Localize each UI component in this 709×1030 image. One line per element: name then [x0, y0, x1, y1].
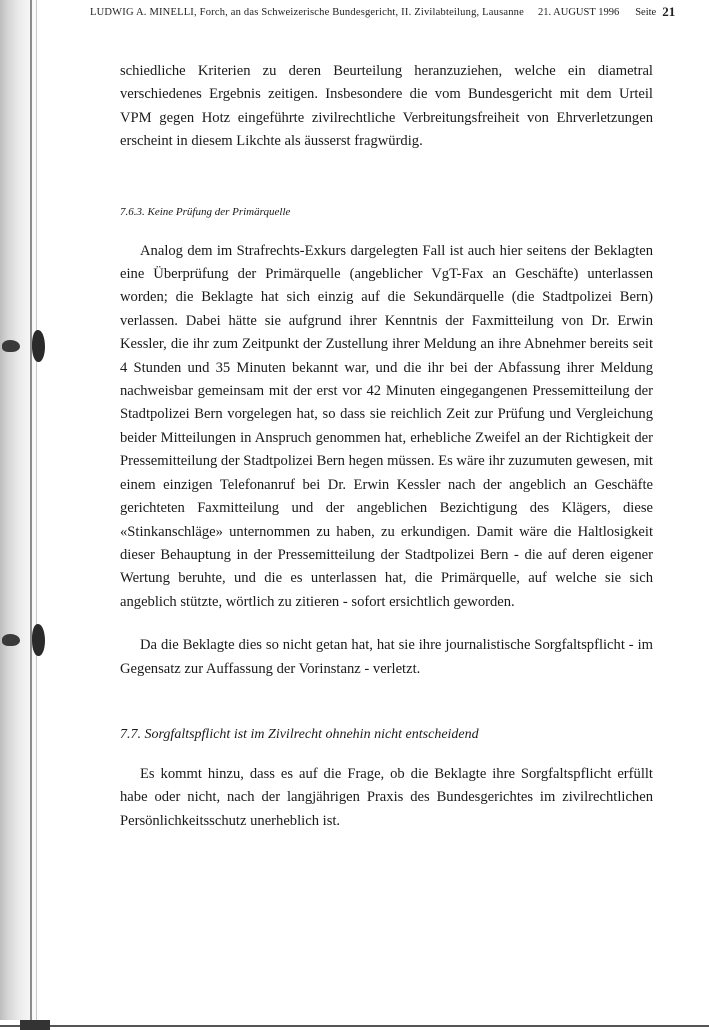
paragraph-civil-law: Es kommt hinzu, dass es auf die Frage, ob die Beklagte ihre Sorgfaltspflicht erfüllt habe oder nicht, nach der langjährigen Praxis des Bundesgerichtes im zivilrechtlichen Persönlichkeitsschutz unerheblich ist.: [120, 765, 653, 829]
header-page-label: Seite: [635, 6, 657, 18]
punch-hole-upper: [2, 330, 46, 364]
section-heading-7-7: 7.7. Sorgfaltspflicht ist im Zivilrecht ohnehin nicht entscheidend: [120, 726, 479, 742]
scan-bottom-edge: [0, 1020, 709, 1030]
header-page-number: 21: [662, 4, 676, 19]
page-header: [90, 0, 705, 24]
binding-edge-line-secondary: [36, 0, 37, 1030]
paragraph-primary-source: Analog dem im Strafrechts-Exkurs dargelegten Fall ist auch hier seitens der Beklagten eine Überprüfung der Primärquelle (angeblicher VgT-Fax an Geschäfte) unterlassen worden; die Beklagte hat sich einzig auf die Sekundärquelle (die Stadtpolizei Bern) verlassen. Dabei hätte sie aufgrund ihrer Kenntnis der Faxmitteilung von Dr. Erwin Kessler, die ihr zum Zeitpunkt der Zustellung ihrer Meldung an ihre Abnehmer bereits seit 4 Stunden und 35 Minuten bekannt war, und die ihr bei der Abfassung ihrer Meldung nachweisbar gemeinsam mit der erst vor 42 Minuten eingegangenen Pressemitteilung der Stadtpolizei Bern vorgelegen hat, so dass sie reichlich Zeit zur Prüfung und Vergleichung beider Mitteilungen in Anspruch genommen hat, erhebliche Zweifel an der Richtigkeit der Pressemitteilung der Stadtpolizei Bern hegen müssen. Es wäre ihr zuzumuten gewesen, mit einem einzigen Telefonanruf bei Dr. Erwin Kessler nach der angeblich an Geschäfte gerichteten Faxmitteilung und der angeblichen Bezichtigung des Klägers, diese «Stinkanschläge» unternommen zu haben, zu erkundigen. Damit wäre die Haltlosigkeit dieser Behauptung in der Pressemitteilung der Stadtpolizei Bern - die auf deren eigener Wertung beruhte, und die es unterlassen hat, die Primärquelle, auf welche sie sich angeblich stützte, wörtlich zu zitieren - sofort ersichtlich geworden.: [120, 242, 653, 610]
binding-edge-line: [30, 0, 32, 1030]
paragraph-conclusion: Da die Beklagte dies so nicht getan hat, hat sie ihre journalistische Sorgfaltspflicht - im Gegensatz zur Auffassung der Vorinstanz - verletzt.: [120, 637, 653, 677]
header-date: 21. AUGUST 1996: [538, 6, 620, 18]
document-body: [120, 60, 653, 833]
punch-hole-lower: [2, 624, 46, 658]
section-heading-7-6-3: 7.6.3. Keine Prüfung der Primärquelle: [120, 205, 291, 218]
paragraph-continuation: schiedliche Kriterien zu deren Beurteilung heranzuziehen, welche ein diametral verschiedenes Ergebnis zeitigen. Insbesondere die vom Bundesgericht mit dem Urteil VPM gegen Hotz eingeführte zivilrechtliche Verbreitungsfreiheit von Ehrverletzungen erscheint in diesem Likchte als äusserst fragwürdig.: [120, 63, 653, 150]
header-author: LUDWIG A. MINELLI, Forch, an das Schweizerische Bundesgericht, II. Zivilabteilung, Lausanne: [90, 6, 524, 18]
